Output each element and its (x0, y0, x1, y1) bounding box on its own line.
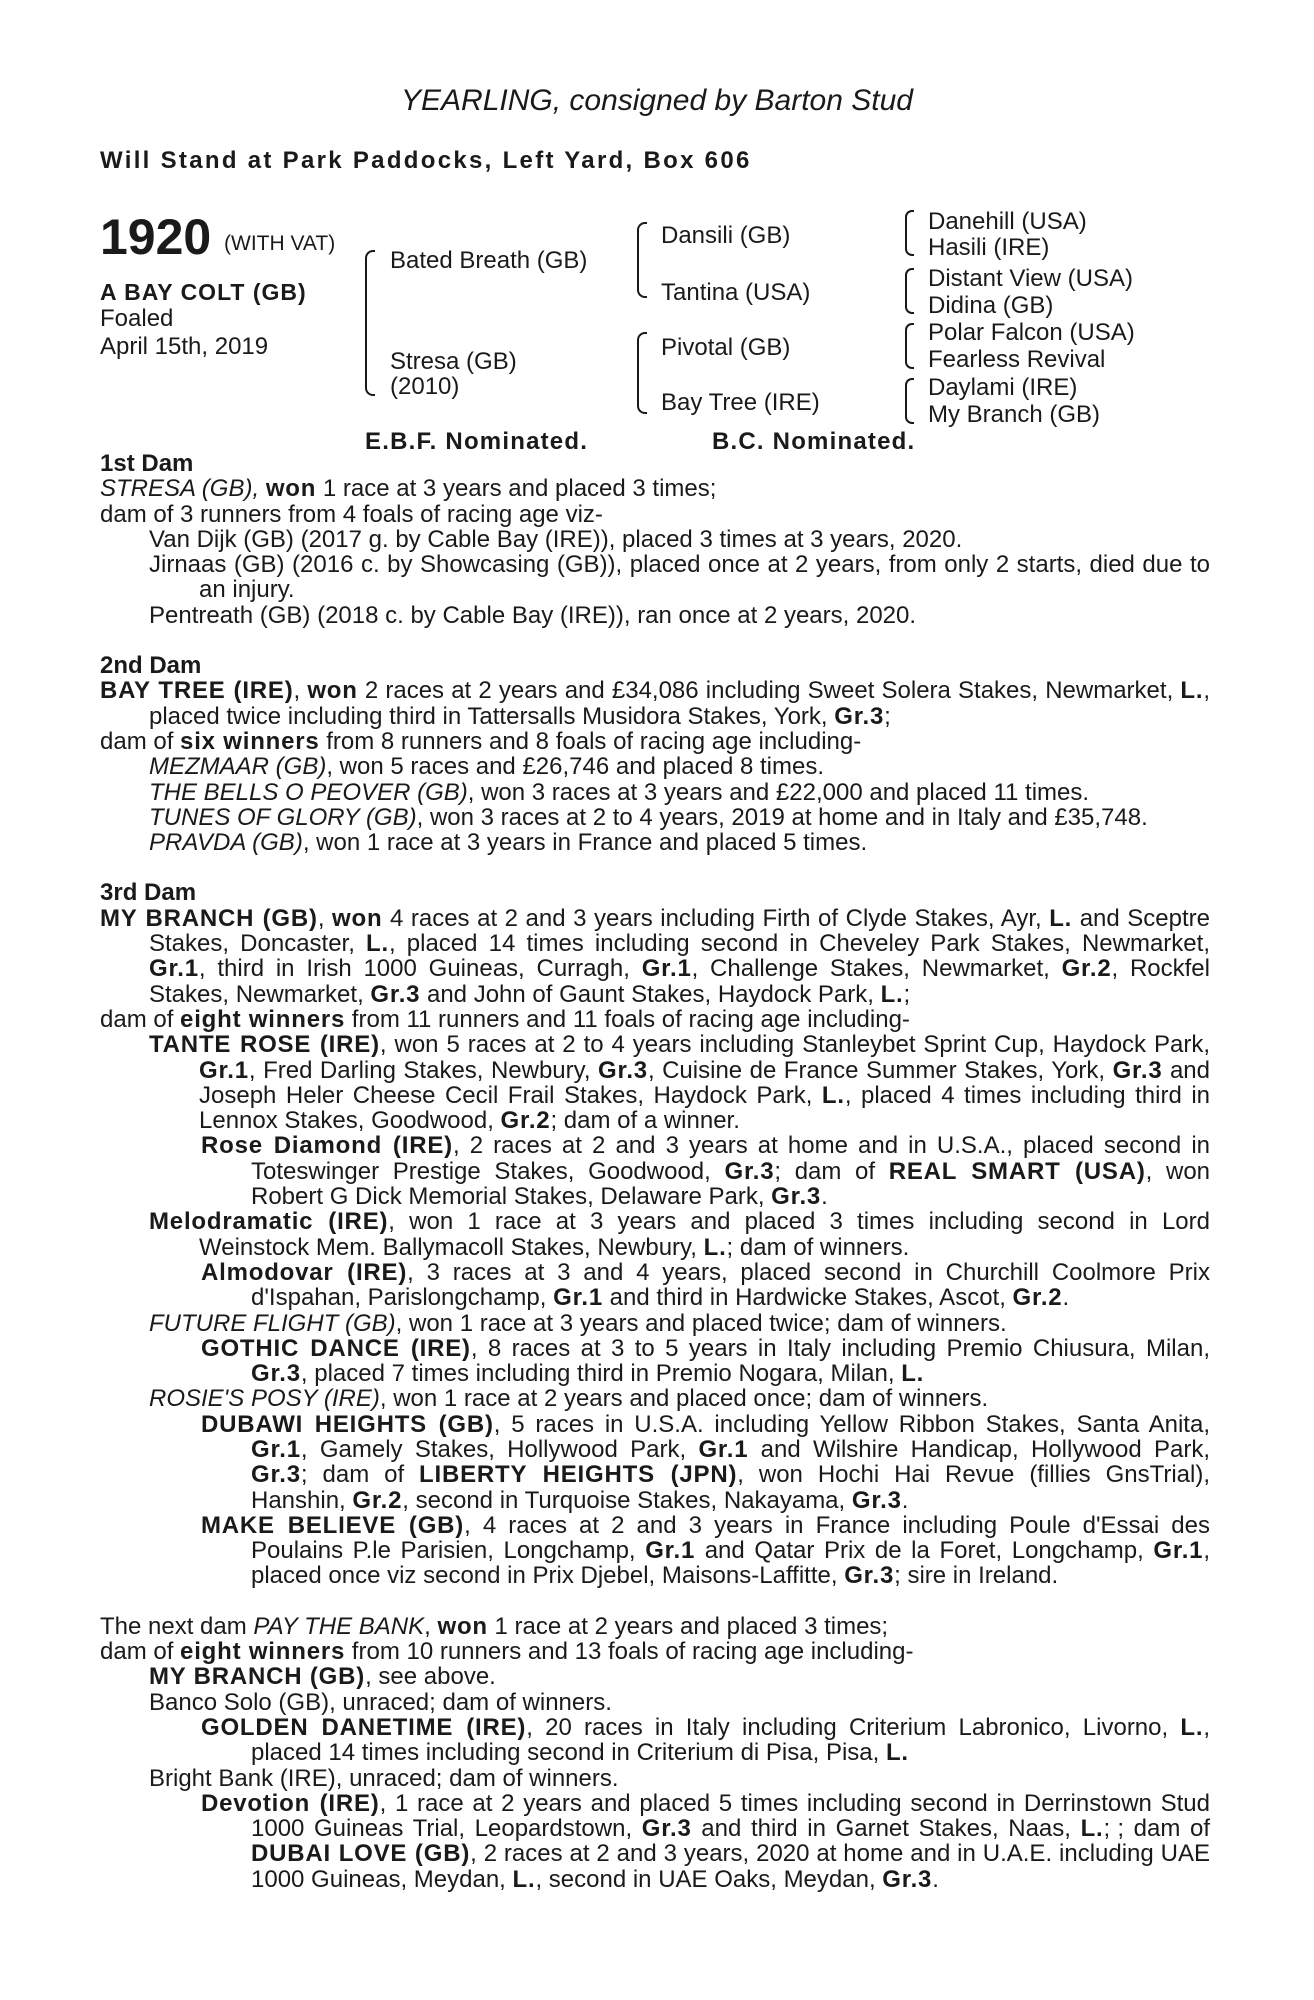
record-text: and third in Garnet Stakes, Naas, (691, 1815, 1081, 1843)
pedigree-dss: Polar Falcon (USA) (928, 319, 1135, 346)
grade-3: Gr.3 (771, 1183, 822, 1211)
horse-name: MY BRANCH (GB) (149, 1663, 366, 1691)
second-dam-heading: 2nd Dam (100, 652, 202, 680)
grade-2: Gr.2 (1012, 1284, 1063, 1312)
dam-of-label: dam of (100, 1005, 181, 1033)
first-dam-line (100, 476, 1210, 501)
vat-label: (WITH VAT) (224, 232, 336, 255)
pedigree-sd: Tantina (USA) (661, 279, 811, 306)
horse-name: Rose Diamond (IRE) (201, 1132, 453, 1160)
record-text: ; dam of winners. (726, 1233, 910, 1261)
produce-item: Almodovar (IRE), 3 races at 3 and 4 years, placed second in Churchill Coolmore Prix d'Ispahan, Parislongchamp, Gr.1 and third in Hardwicke Stakes, Ascot, Gr.2. (201, 1258, 1210, 1312)
record-text: ; dam of (1117, 1815, 1210, 1843)
grade-1: Gr.1 (1153, 1537, 1204, 1565)
produce-item: Pentreath (GB) (2018 c. by Cable Bay (IRE)), ran once at 2 years, 2020. (149, 601, 917, 629)
catalogue-body (100, 451, 1210, 1892)
produce-item: Bright Bank (IRE), unraced; dam of winners. (149, 1764, 619, 1792)
record-text: 1 race at 2 years and placed 3 times; (487, 1612, 889, 1640)
record-text: , Fred Darling Stakes, Newbury, (248, 1056, 599, 1084)
grade-listed: L. (821, 1081, 845, 1109)
dam-of-label: dam of (100, 1638, 181, 1666)
grade-1: Gr.1 (149, 955, 199, 983)
grade-1: Gr.1 (251, 1435, 301, 1463)
horse-name: REAL SMART (USA) (888, 1157, 1146, 1185)
produce-item (100, 754, 1210, 779)
record-text: and Wilshire Handicap, Hollywood Park, (748, 1435, 1210, 1463)
next-dam-name: PAY THE BANK (253, 1612, 425, 1640)
won-label: won (265, 475, 317, 503)
record-text: , placed 14 times including second in Criterium di Pisa, Pisa, (251, 1713, 1210, 1767)
produce-summary: from 11 runners and 11 foals of racing age including- (345, 1005, 910, 1033)
grade-listed: L. (885, 1739, 909, 1767)
record-text: , placed twice including third in Tattersalls Musidora Stakes, York, (149, 677, 1210, 730)
horse-name: TUNES OF GLORY (GB) (149, 803, 417, 831)
horse-name: DUBAI LOVE (GB) (251, 1840, 471, 1868)
record-text: , won 1 race at 2 years and placed once; dam of winners. (379, 1385, 989, 1413)
first-dam-heading: 1st Dam (100, 450, 194, 477)
record-text: , placed 7 times including third in Premio Nogara, Milan, (300, 1360, 902, 1388)
record-text: , 4 races at 2 and 3 years in France including Poule d'Essai des Poulains P.le Parisien, Longchamp, (251, 1511, 1210, 1565)
horse-name: LIBERTY HEIGHTS (JPN) (419, 1461, 738, 1489)
pedigree-brace-ds (905, 323, 914, 369)
record-text: , won 5 races at 2 to 4 years including Stanleybet Sprint Cup, Haydock Park, (379, 1031, 1210, 1059)
grade-listed: L. (880, 980, 904, 1008)
horse-name: DUBAWI HEIGHTS (GB) (201, 1410, 494, 1438)
produce-item (100, 1336, 1210, 1387)
produce-summary: from 8 runners and 8 foals of racing age including- (319, 727, 862, 755)
record-text: ; sire in Ireland. (894, 1562, 1059, 1590)
grade-listed: L. (1180, 1713, 1204, 1741)
pedigree-sdd: Didina (GB) (928, 292, 1054, 319)
grade-listed: L. (1180, 677, 1204, 705)
winners-count: six winners (180, 727, 320, 755)
record-text: , 8 races at 3 to 5 years in Italy including Premio Chiusura, Milan, (470, 1334, 1210, 1362)
produce-item: Banco Solo (GB), unraced; dam of winners. (149, 1688, 612, 1716)
produce-item: Rose Diamond (IRE), 2 races at 2 and 3 years at home and in U.S.A., placed second in Toteswinger Prestige Stakes, Goodwood, Gr.3; dam of REAL SMART (USA), won Robert G Dick Memorial Stakes, Delaware Park, Gr.3. (201, 1132, 1211, 1211)
bc-nominated: B.C. Nominated. (712, 428, 916, 455)
pedigree-ds: Pivotal (GB) (661, 334, 791, 361)
produce-item (100, 1715, 1210, 1766)
grade-2: Gr.2 (1061, 955, 1112, 983)
record-text: 2 races at 2 years and £34,086 including Sweet Solera Stakes, Newmarket, (357, 677, 1181, 705)
lot-name: A BAY COLT (GB) (100, 279, 307, 305)
won-label: won (332, 904, 383, 932)
stand-location: Will Stand at Park Paddocks, Left Yard, Box 606 (100, 147, 752, 174)
produce-item (100, 1032, 1210, 1133)
produce-item (100, 1664, 1210, 1689)
grade-listed: L. (703, 1233, 727, 1261)
grade-1: Gr.1 (641, 955, 692, 983)
record-text: ; dam of (774, 1157, 889, 1185)
produce-item: Van Dijk (GB) (2017 g. by Cable Bay (IRE)), placed 3 times at 3 years, 2020. (149, 525, 963, 553)
grade-3: Gr.3 (598, 1056, 648, 1084)
horse-name: FUTURE FLIGHT (GB) (149, 1309, 396, 1337)
winners-count: eight winners (180, 1638, 346, 1666)
record-text: , second in Turquoise Stakes, Nakayama, (402, 1486, 852, 1514)
horse-name: MAKE BELIEVE (GB) (201, 1511, 465, 1539)
record-text: and John of Gaunt Stakes, Haydock Park, (420, 980, 881, 1008)
record-text: , placed once viz second in Prix Djebel, Maisons-Laffitte, (251, 1537, 1210, 1590)
horse-name: ROSIE'S POSY (IRE) (149, 1385, 380, 1413)
record-text: , placed 14 times including second in Cheveley Park Stakes, Newmarket, (388, 930, 1210, 958)
grade-3: Gr.3 (851, 1486, 902, 1514)
grade-listed: L. (1080, 1815, 1104, 1843)
record-text: , third in Irish 1000 Guineas, Curragh, (198, 955, 642, 983)
record-text: and Sceptre Stakes, Doncaster, (149, 904, 1210, 958)
produce-item (100, 1311, 1210, 1336)
pedigree-dsd: Fearless Revival (928, 346, 1106, 373)
produce-item: Jirnaas (GB) (2016 c. by Showcasing (GB)), placed once at 2 years, from only 2 starts, died due to an injury. (149, 551, 1210, 604)
grade-2: Gr.2 (500, 1107, 551, 1135)
record-text: , second in UAE Oaks, Meydan, (535, 1865, 883, 1893)
page-title: YEARLING, consigned by Barton Stud (401, 84, 913, 117)
third-dam-record: MY BRANCH (GB), won 4 races at 2 and 3 years including Firth of Clyde Stakes, Ayr, L. and Sceptre Stakes, Doncaster, L., placed 14 times including second in Cheveley Park Stakes, Newmarket, Gr.1, third in Irish 1000 Guineas, Curragh, Gr.1, Challenge Stakes, Newmarket, Gr.2, Rockfel Stakes, Newmarket, Gr.3 and John of Gaunt Stakes, Haydock Park, L.; (100, 904, 1210, 1008)
pedigree-dam-year: (2010) (390, 373, 460, 400)
horse-name: GOLDEN DANETIME (IRE) (201, 1713, 527, 1741)
pedigree-ss: Dansili (GB) (661, 222, 791, 249)
first-dam-record: 1 race at 3 years and placed 3 times; (316, 475, 717, 503)
pedigree-dam: Stresa (GB) (390, 348, 517, 375)
third-dam-produce-intro (100, 1007, 1210, 1032)
pedigree-sss: Danehill (USA) (928, 208, 1087, 235)
record-text: , 2 races at 2 and 3 years at home and in U.S.A., placed second in Toteswinger Prestige Stakes, Goodwood, (251, 1132, 1211, 1185)
pedigree-sds: Distant View (USA) (928, 265, 1133, 292)
grade-3: Gr.3 (834, 702, 885, 730)
foaled-label: Foaled (100, 305, 174, 332)
record-text: , won Robert G Dick Memorial Stakes, Delaware Park, (251, 1157, 1211, 1211)
foaled-date: April 15th, 2019 (100, 333, 269, 360)
horse-name: Melodramatic (IRE) (149, 1208, 389, 1236)
horse-name: TANTE ROSE (IRE) (149, 1031, 380, 1059)
second-dam-name: BAY TREE (IRE) (100, 677, 294, 705)
grade-listed: L. (1049, 904, 1073, 932)
record-text: , won 1 race at 3 years and placed twice; dam of winners. (395, 1309, 1007, 1337)
record-text: and Qatar Prix de la Foret, Longchamp, (695, 1537, 1154, 1565)
record-text: , won 3 races at 2 to 4 years, 2019 at home and in Italy and £35,748. (416, 803, 1148, 831)
grade-1: Gr.1 (698, 1435, 749, 1463)
horse-name: THE BELLS O PEOVER (GB) (149, 778, 468, 806)
lot-number: 1920 (100, 209, 212, 265)
grade-1: Gr.1 (645, 1537, 696, 1565)
pedigree-sire: Bated Breath (GB) (390, 247, 588, 274)
record-text: , placed 4 times including third in Lennox Stakes, Goodwood, (199, 1081, 1210, 1135)
record-text: , won 1 race at 3 years and placed 3 times including second in Lord Weinstock Mem. Ballymacoll Stakes, Newbury, (199, 1208, 1210, 1261)
grade-3: Gr.3 (844, 1562, 895, 1590)
grade-3: Gr.3 (1112, 1056, 1163, 1084)
won-label: won (307, 677, 358, 705)
first-dam-name: STRESA (GB), (100, 475, 260, 503)
record-text: , 5 races in U.S.A. including Yellow Ribbon Stakes, Santa Anita, (493, 1410, 1210, 1438)
ebf-nominated: E.B.F. Nominated. (365, 428, 589, 455)
third-dam-name: MY BRANCH (GB) (100, 904, 318, 932)
grade-1: Gr.1 (553, 1284, 604, 1312)
pedigree-brace-dam (637, 332, 647, 414)
record-text: , Challenge Stakes, Newmarket, (691, 955, 1062, 983)
record-text: and Joseph Heler Cheese Cecil Frail Stakes, Haydock Park, (199, 1056, 1211, 1109)
first-dam-produce-intro: dam of 3 runners from 4 foals of racing age viz- (100, 500, 603, 528)
record-text: , won 5 races and £26,746 and placed 8 times. (326, 753, 824, 781)
winners-count: eight winners (180, 1005, 346, 1033)
grade-3: Gr.3 (882, 1865, 933, 1893)
pedigree-ssd: Hasili (IRE) (928, 234, 1050, 261)
horse-name: Devotion (IRE) (201, 1789, 380, 1817)
grade-3: Gr.3 (641, 1815, 692, 1843)
produce-item (100, 780, 1210, 805)
record-text: , Cuisine de France Summer Stakes, York, (647, 1056, 1113, 1084)
dam-of-label: dam of (100, 727, 181, 755)
pedigree-ddd: My Branch (GB) (928, 401, 1101, 428)
record-text: ; dam of (300, 1461, 420, 1489)
grade-listed: L. (366, 930, 389, 958)
second-dam-record: BAY TREE (IRE), won 2 races at 2 years and £34,086 including Sweet Solera Stakes, Newmarket, L., placed twice including third in Tattersalls Musidora Stakes, York, Gr.3; (100, 677, 1210, 730)
horse-name: MEZMAAR (GB) (149, 753, 327, 781)
grade-3: Gr.3 (370, 980, 421, 1008)
grade-listed: L. (901, 1360, 925, 1388)
produce-item: DUBAWI HEIGHTS (GB), 5 races in U.S.A. including Yellow Ribbon Stakes, Santa Anita, Gr.1, Gamely Stakes, Hollywood Park, Gr.1 and Wilshire Handicap, Hollywood Park, Gr.3; dam of LIBERTY HEIGHTS (JPN), won Hochi Hai Revue (fillies GnsTrial), Hanshin, Gr.2, second in Turquoise Stakes, Nakayama, Gr.3. (201, 1410, 1211, 1514)
pedigree-brace-sd (905, 268, 914, 314)
next-dam-intro: The next dam (100, 1612, 254, 1640)
record-text: 4 races at 2 and 3 years including Firth of Clyde Stakes, Ayr, (382, 904, 1050, 932)
third-dam-heading: 3rd Dam (100, 879, 197, 907)
record-text: , 1 race at 2 years and placed 5 times including second in Derrinstown Stud 1000 Guineas Trial, Leopardstown, (251, 1789, 1210, 1843)
pedigree-dds: Daylami (IRE) (928, 374, 1078, 401)
record-text: , won 1 race at 3 years in France and placed 5 times. (302, 829, 868, 857)
record-text: , won Hochi Hai Revue (fillies GnsTrial), Hanshin, (251, 1461, 1211, 1514)
pedigree-dd: Bay Tree (IRE) (661, 389, 820, 416)
grade-2: Gr.2 (352, 1486, 403, 1514)
pedigree-brace-sire (637, 222, 647, 298)
grade-3: Gr.3 (251, 1360, 301, 1388)
produce-item: Devotion (IRE), 1 race at 2 years and placed 5 times including second in Derrinstown Stud 1000 Guineas Trial, Leopardstown, Gr.3 and third in Garnet Stakes, Naas, L.; ; dam of DUBAI LOVE (GB), 2 races at 2 and 3 years, 2020 at home and in U.A.E. including UAE 1000 Guineas, Meydan, L., second in UAE Oaks, Meydan, Gr.3. (201, 1789, 1210, 1893)
produce-item (100, 1513, 1210, 1589)
horse-name: Almodovar (IRE) (201, 1258, 408, 1286)
next-dam-produce-intro (100, 1639, 1210, 1664)
produce-summary: from 10 runners and 13 foals of racing age including- (345, 1638, 914, 1666)
record-text: , 2 races at 2 and 3 years, 2020 at home and in U.A.E. including UAE 1000 Guineas, Meydan, (251, 1840, 1210, 1893)
grade-1: Gr.1 (199, 1056, 249, 1084)
won-label: won (437, 1612, 488, 1640)
horse-name: PRAVDA (GB) (149, 829, 303, 857)
pedigree-brace-dd (905, 378, 914, 424)
pedigree-brace-ss (905, 210, 914, 256)
record-text: , Gamely Stakes, Hollywood Park, (300, 1435, 699, 1463)
second-dam-produce-intro (100, 729, 1210, 754)
grade-3: Gr.3 (251, 1461, 301, 1489)
record-text: , won 3 races at 3 years and £22,000 and placed 11 times. (467, 778, 1090, 806)
pedigree-brace-main (365, 250, 375, 396)
grade-3: Gr.3 (724, 1157, 775, 1185)
produce-item (100, 830, 1210, 855)
record-text: , Rockfel Stakes, Newmarket, (149, 955, 1210, 1008)
horse-name: GOTHIC DANCE (IRE) (201, 1334, 471, 1362)
next-dam-record (100, 1614, 1210, 1639)
separator: , (424, 1612, 438, 1640)
record-text: , see above. (365, 1663, 496, 1691)
produce-item (100, 1386, 1210, 1411)
produce-item (100, 1209, 1210, 1260)
grade-listed: L. (512, 1865, 536, 1893)
record-text: and third in Hardwicke Stakes, Ascot, (603, 1284, 1013, 1312)
record-text: ; dam of a winner. (550, 1107, 740, 1135)
record-text: , 20 races in Italy including Criterium Labronico, Livorno, (526, 1713, 1181, 1741)
record-text: , 3 races at 3 and 4 years, placed second in Churchill Coolmore Prix d'Ispahan, Parislongchamp, (251, 1258, 1210, 1312)
produce-item (100, 805, 1210, 830)
